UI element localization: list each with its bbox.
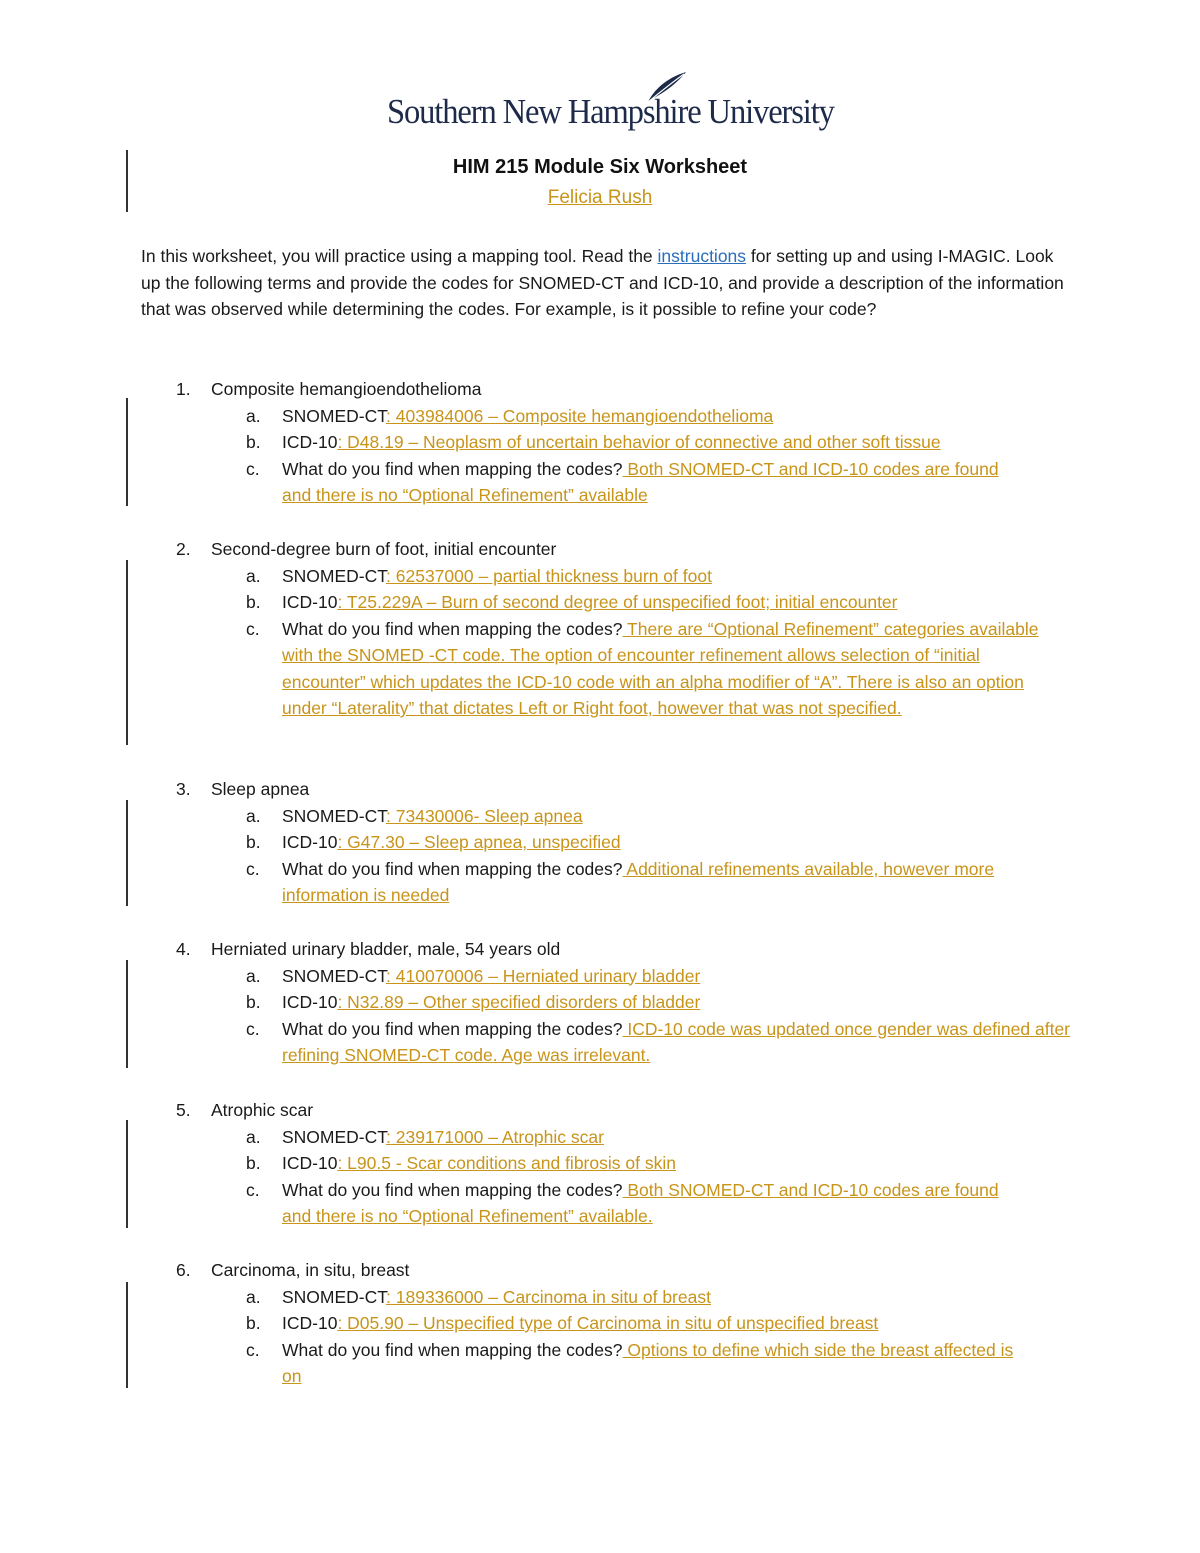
change-bar (126, 1282, 128, 1388)
university-logo (385, 88, 834, 148)
snomed-answer: : 410070006 – Herniated urinary bladder (386, 965, 701, 986)
instructions-link[interactable]: instructions (657, 246, 747, 266)
list-item: 1. Composite hemangioendothelioma a. SNOMED-CT: 403984006 – Composite hemangioendothelioma b. ICD-10: D48.19 – Neoplasm of uncertain behavior of connective and other soft tissue c. What do you find when mapping the codes? Both SNOMED-CT and ICD-10 codes are found and there is no “Optional Refinement” available (176, 376, 1076, 516)
item-number: 6. (176, 1260, 191, 1280)
item-term: Carcinoma, in situ, breast (211, 1260, 410, 1280)
snomed-answer: : 239171000 – Atrophic scar (386, 1126, 604, 1147)
mapping-answer: There are “Optional Refinement” categories available with the SNOMED -CT code. The option of encounter refinement allows selection of “initial encounter” which updates the ICD-10 code with an alpha modifier of “A”. There is also an option under “Laterality” that dictates Left or Right foot, however that was not specified. (282, 618, 1039, 718)
author-name: Felicia Rush (547, 187, 653, 208)
intro-paragraph: In this worksheet, you will practice using a mapping tool. Read the instructions for setting up and using I-MAGIC. Look up the following terms and provide the codes for SNOMED-CT and ICD-10, and provide a description of the information that was observed while determining the codes. For example, is it possible to refine your code? (141, 246, 1064, 319)
icd-answer: : G47.30 – Sleep apnea, unspecified (337, 832, 621, 852)
snomed-answer: : 189336000 – Carcinoma in situ of breast (386, 1286, 711, 1307)
item-term: Atrophic scar (211, 1100, 314, 1120)
change-bar (126, 398, 128, 506)
item-number: 2. (176, 539, 191, 559)
item-number: 3. (176, 779, 191, 799)
snomed-answer: : 73430006- Sleep apnea (386, 805, 583, 826)
list-item: 2. Second-degree burn of foot, initial encounter a. SNOMED-CT: 62537000 – partial thickness burn of foot b. ICD-10: T25.229A – Burn of second degree of unspecified foot; initial encounter c. What do you find when mapping the codes? There are “Optional Refinement” categories available with the SNOMED -CT code. The option of encounter refinement allows selection of “initial encounter” which updates the ICD-10 code with an alpha modifier of “A”. There is also an option under “Laterality” that dictates Left or Right foot, however that was not specified. (176, 536, 1076, 746)
item-term: Herniated urinary bladder, male, 54 years old (211, 939, 561, 959)
item-number: 5. (176, 1100, 191, 1120)
snomed-answer: : 403984006 – Composite hemangioendothelioma (386, 405, 774, 426)
mapping-answer: Additional refinements available, however more information is needed (282, 858, 995, 905)
item-term: Second-degree burn of foot, initial encounter (211, 539, 557, 559)
icd-answer: : T25.229A – Burn of second degree of unspecified foot; initial encounter (337, 592, 898, 612)
icd-answer: : D05.90 – Unspecified type of Carcinoma in situ of unspecified breast (337, 1313, 879, 1333)
page-title: HIM 215 Module Six Worksheet (452, 156, 748, 178)
item-term: Sleep apnea (211, 779, 310, 799)
logo-text: Southern New Hampshire University (387, 92, 834, 131)
list-item: 6. Carcinoma, in situ, breast a. SNOMED-CT: 189336000 – Carcinoma in situ of breast b. ICD-10: D05.90 – Unspecified type of Carcinoma in situ of unspecified breast c. What do you find when mapping the codes? Options to define which side the breast affected is on (176, 1257, 1076, 1397)
icd-answer: : D48.19 – Neoplasm of uncertain behavior of connective and other soft tissue (337, 432, 941, 452)
icd-answer: : L90.5 - Scar conditions and fibrosis of skin (337, 1153, 676, 1173)
list-item: 3. Sleep apnea a. SNOMED-CT: 73430006- Sleep apnea b. ICD-10: G47.30 – Sleep apnea, unspecified c. What do you find when mapping the codes? Additional refinements available, however more information is needed (176, 776, 1076, 916)
mapping-answer: Both SNOMED-CT and ICD-10 codes are found and there is no “Optional Refinement” available (282, 458, 999, 505)
change-bar (126, 560, 128, 745)
item-number: 1. (176, 379, 191, 399)
icd-answer: : N32.89 – Other specified disorders of bladder (337, 992, 701, 1012)
mapping-answer: Both SNOMED-CT and ICD-10 codes are found and there is no “Optional Refinement” available. (282, 1179, 999, 1226)
change-bar (126, 960, 128, 1068)
mapping-answer: Options to define which side the breast affected is on (282, 1339, 1014, 1386)
list-item: 5. Atrophic scar a. SNOMED-CT: 239171000 – Atrophic scar b. ICD-10: L90.5 - Scar conditions and fibrosis of skin c. What do you find when mapping the codes? Both SNOMED-CT and ICD-10 codes are found and there is no “Optional Refinement” available. (176, 1097, 1076, 1237)
mapping-answer: ICD-10 code was updated once gender was defined after refining SNOMED-CT code. Age was irrelevant. (282, 1018, 1071, 1065)
change-bar (126, 1120, 128, 1228)
snomed-answer: : 62537000 – partial thickness burn of foot (386, 565, 712, 586)
item-number: 4. (176, 939, 191, 959)
item-term: Composite hemangioendothelioma (211, 379, 482, 399)
change-bar (126, 800, 128, 906)
list-item: 4. Herniated urinary bladder, male, 54 years old a. SNOMED-CT: 410070006 – Herniated urinary bladder b. ICD-10: N32.89 – Other specified disorders of bladder c. What do you find when mapping the codes? ICD-10 code was updated once gender was defined after refining SNOMED-CT code. Age was irrelevant. (176, 936, 1076, 1076)
